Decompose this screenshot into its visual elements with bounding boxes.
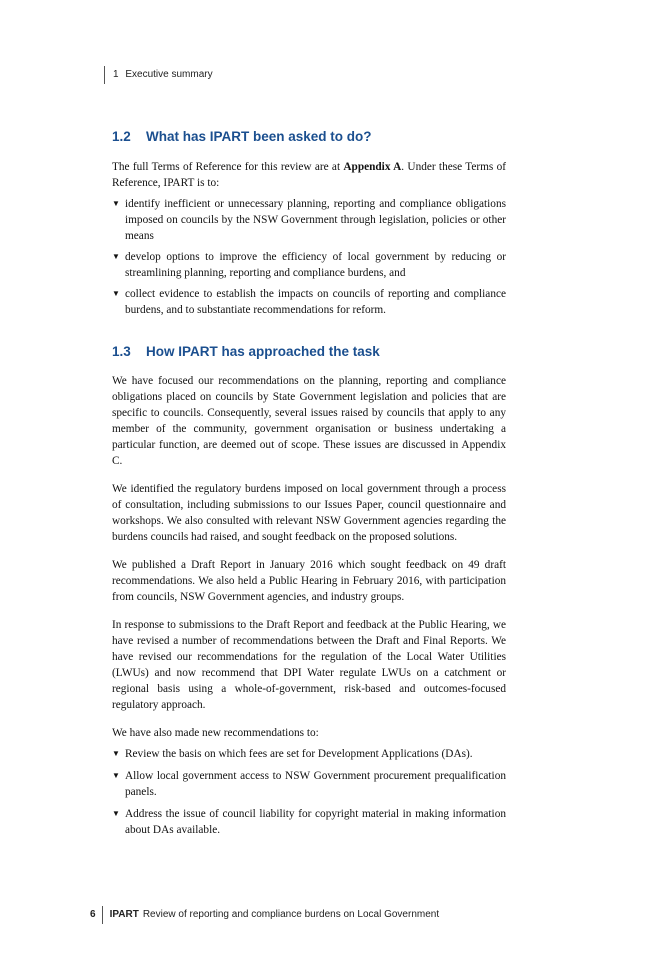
paragraph: We have also made new recommendations to: xyxy=(112,727,319,739)
section-1-3-heading xyxy=(112,343,506,361)
paragraph: We have focused our recommendations on the planning, reporting and compliance obligations placed on councils by State Government legislation and policies that are specific to councils. Consequently, several issues raised by councils that apply to any member of the community, government organisation or business undertaking a particular function, are deemed out of scope. These issues are discussed in Appendix C. xyxy=(112,375,506,467)
list-item-text: Review the basis on which fees are set for Development Applications (DAs). xyxy=(125,748,473,760)
list-item-text: Allow local government access to NSW Government procurement prequalification panels. xyxy=(125,770,506,798)
body-text xyxy=(112,128,506,838)
footer-org: IPART xyxy=(109,909,139,920)
list-item xyxy=(112,746,506,762)
section-number: 1.3 xyxy=(112,344,131,359)
list-item xyxy=(112,286,506,318)
chapter-number: 1 xyxy=(113,69,119,80)
bullet-triangle-icon: ▼ xyxy=(112,289,120,298)
bullet-triangle-icon: ▼ xyxy=(112,771,120,780)
footer-title: Review of reporting and compliance burdens on Local Government xyxy=(142,909,440,920)
section-title: What has IPART been asked to do? xyxy=(146,129,372,144)
paragraph: We identified the regulatory burdens imposed on local government through a process of consultation, including submissions to our Issues Paper, council questionnaire and workshops. We also consulted with relevant NSW Government agencies regarding the burdens councils had raised, and sought feedback on the proposed solutions. xyxy=(112,483,506,543)
intro-text-end: . Under these Terms of Reference, IPART is to: xyxy=(112,161,506,189)
terms-of-reference-list xyxy=(112,196,506,318)
list-item xyxy=(112,768,506,800)
paragraph: In response to submissions to the Draft Report and feedback at the Public Hearing, we have revised a number of recommendations between the Draft and Final Reports. We have revised our recommendations for the regulation of the Local Water Utilities (LWUs) and now recommend that DPI Water regulate LWUs on a catchment or regional basis using a whole-of-government, risk-based and outcomes-focused regulatory approach. xyxy=(112,619,506,711)
intro-text: The full Terms of Reference for this review are at xyxy=(112,161,344,173)
list-item-text: develop options to improve the efficiency of local government by reducing or streamlining planning, reporting and compliance burdens, and xyxy=(125,251,506,279)
bullet-triangle-icon: ▼ xyxy=(112,199,120,208)
list-item-text: collect evidence to establish the impacts on councils of reporting and compliance burdens, and to substantiate recommendations for reform. xyxy=(125,288,506,316)
list-item xyxy=(112,806,506,838)
section-title: How IPART has approached the task xyxy=(146,344,380,359)
bullet-triangle-icon: ▼ xyxy=(112,749,120,758)
bullet-triangle-icon: ▼ xyxy=(112,252,120,261)
list-item-text: Address the issue of council liability for copyright material in making information about DAs available. xyxy=(125,808,506,836)
paragraph: We published a Draft Report in January 2016 which sought feedback on 49 draft recommendations. We also held a Public Hearing in February 2016, with participation from councils, NSW Government agencies, and industry groups. xyxy=(112,559,506,603)
page-footer xyxy=(90,906,439,924)
new-recommendations-list xyxy=(112,746,506,838)
section-1-2-heading xyxy=(112,128,506,146)
section-1-2-intro xyxy=(112,159,506,191)
chapter-title: Executive summary xyxy=(125,69,213,80)
footer-divider xyxy=(102,906,103,924)
page-number: 6 xyxy=(90,909,96,920)
list-item xyxy=(112,196,506,244)
list-item xyxy=(112,249,506,281)
running-head xyxy=(104,66,213,84)
list-item-text: identify inefficient or unnecessary planning, reporting and compliance obligations imposed on councils by the NSW Government through legislation, policies or other means xyxy=(125,198,506,242)
bullet-triangle-icon: ▼ xyxy=(112,809,120,818)
appendix-reference: Appendix A xyxy=(343,161,402,173)
section-number: 1.2 xyxy=(112,129,131,144)
